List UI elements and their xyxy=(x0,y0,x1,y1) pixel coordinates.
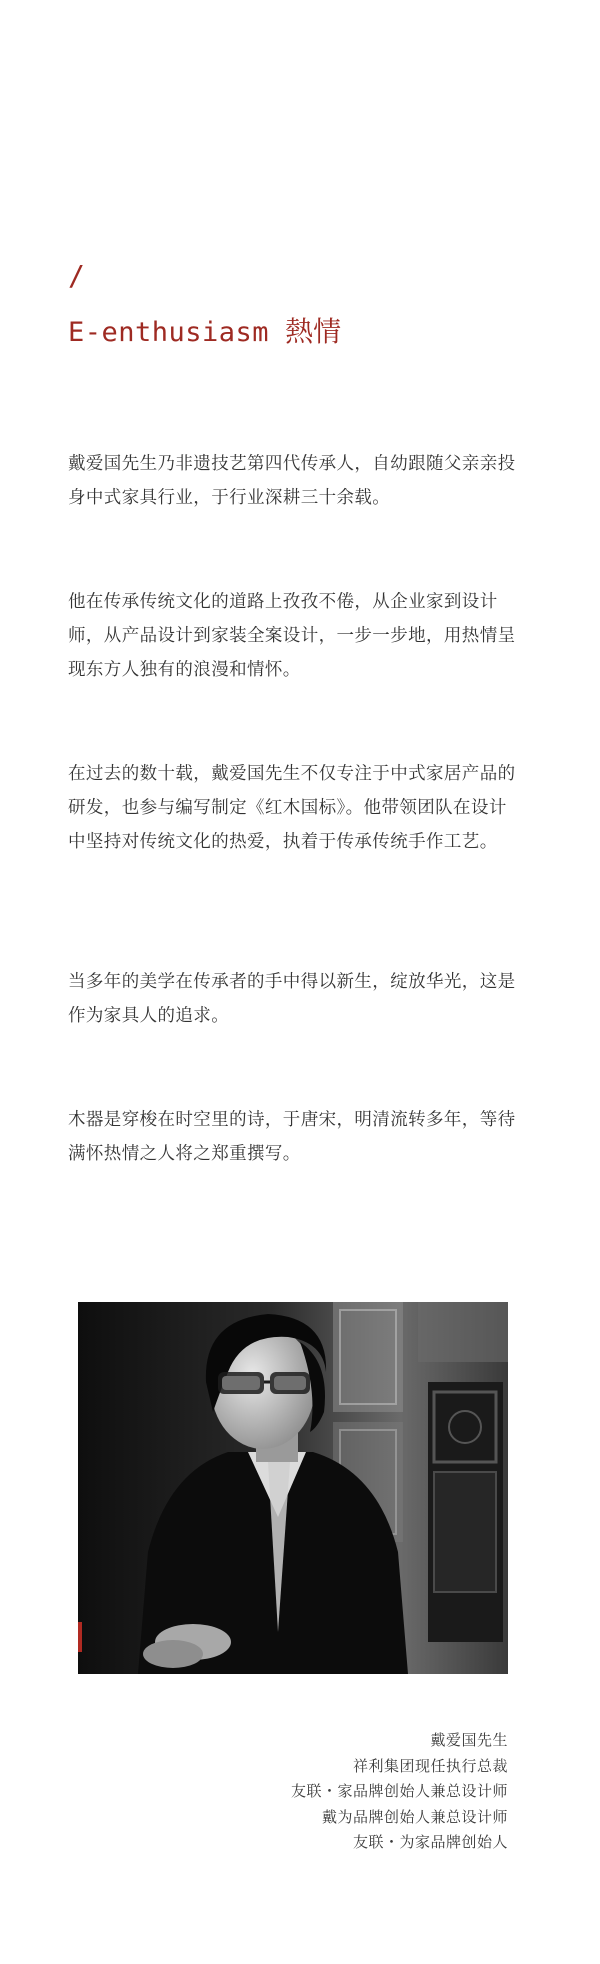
caption-title-youlian-weijia: 友联・为家品牌创始人 xyxy=(352,1833,508,1851)
title-english: E-enthusiasm xyxy=(68,317,270,348)
caption-title-ceo: 祥利集团现任执行总裁 xyxy=(352,1756,508,1775)
paragraph-standards: 在过去的数十载，戴爱国先生不仅专注于中式家居产品的研发，也参与编写制定《红木国标》。他带领团队在设计中坚持对传统文化的热爱，执着于传承传统手作工艺。 xyxy=(68,764,516,852)
caption-title-daiwei: 戴为品牌创始人兼总设计师 xyxy=(321,1807,508,1826)
portrait-caption xyxy=(291,1728,508,1856)
paragraph-designer: 他在传承传统文化的道路上孜孜不倦，从企业家到设计师，从产品设计到家装全案设计，一步一步地，用热情呈现东方人独有的浪漫和情怀。 xyxy=(68,592,516,680)
title-chinese: 熱情 xyxy=(285,315,342,348)
portrait-photo xyxy=(78,1302,508,1674)
paragraph-aesthetics: 当多年的美学在传承者的手中得以新生，绽放华光，这是作为家具人的追求。 xyxy=(68,972,516,1026)
caption-title-youlian-home: 友联・家品牌创始人兼总设计师 xyxy=(290,1782,508,1800)
paragraph-heritage: 戴爱国先生乃非遗技艺第四代传承人，自幼跟随父亲亲投身中式家具行业，于行业深耕三十余载。 xyxy=(68,454,516,508)
portrait-illustration xyxy=(78,1302,508,1674)
paragraph-woodwork-poem: 木器是穿梭在时空里的诗，于唐宋，明清流转多年，等待满怀热情之人将之郑重撰写。 xyxy=(68,1110,516,1164)
section-title xyxy=(68,315,342,348)
section-slash: / xyxy=(68,259,85,292)
caption-name: 戴爱国先生 xyxy=(430,1731,508,1749)
